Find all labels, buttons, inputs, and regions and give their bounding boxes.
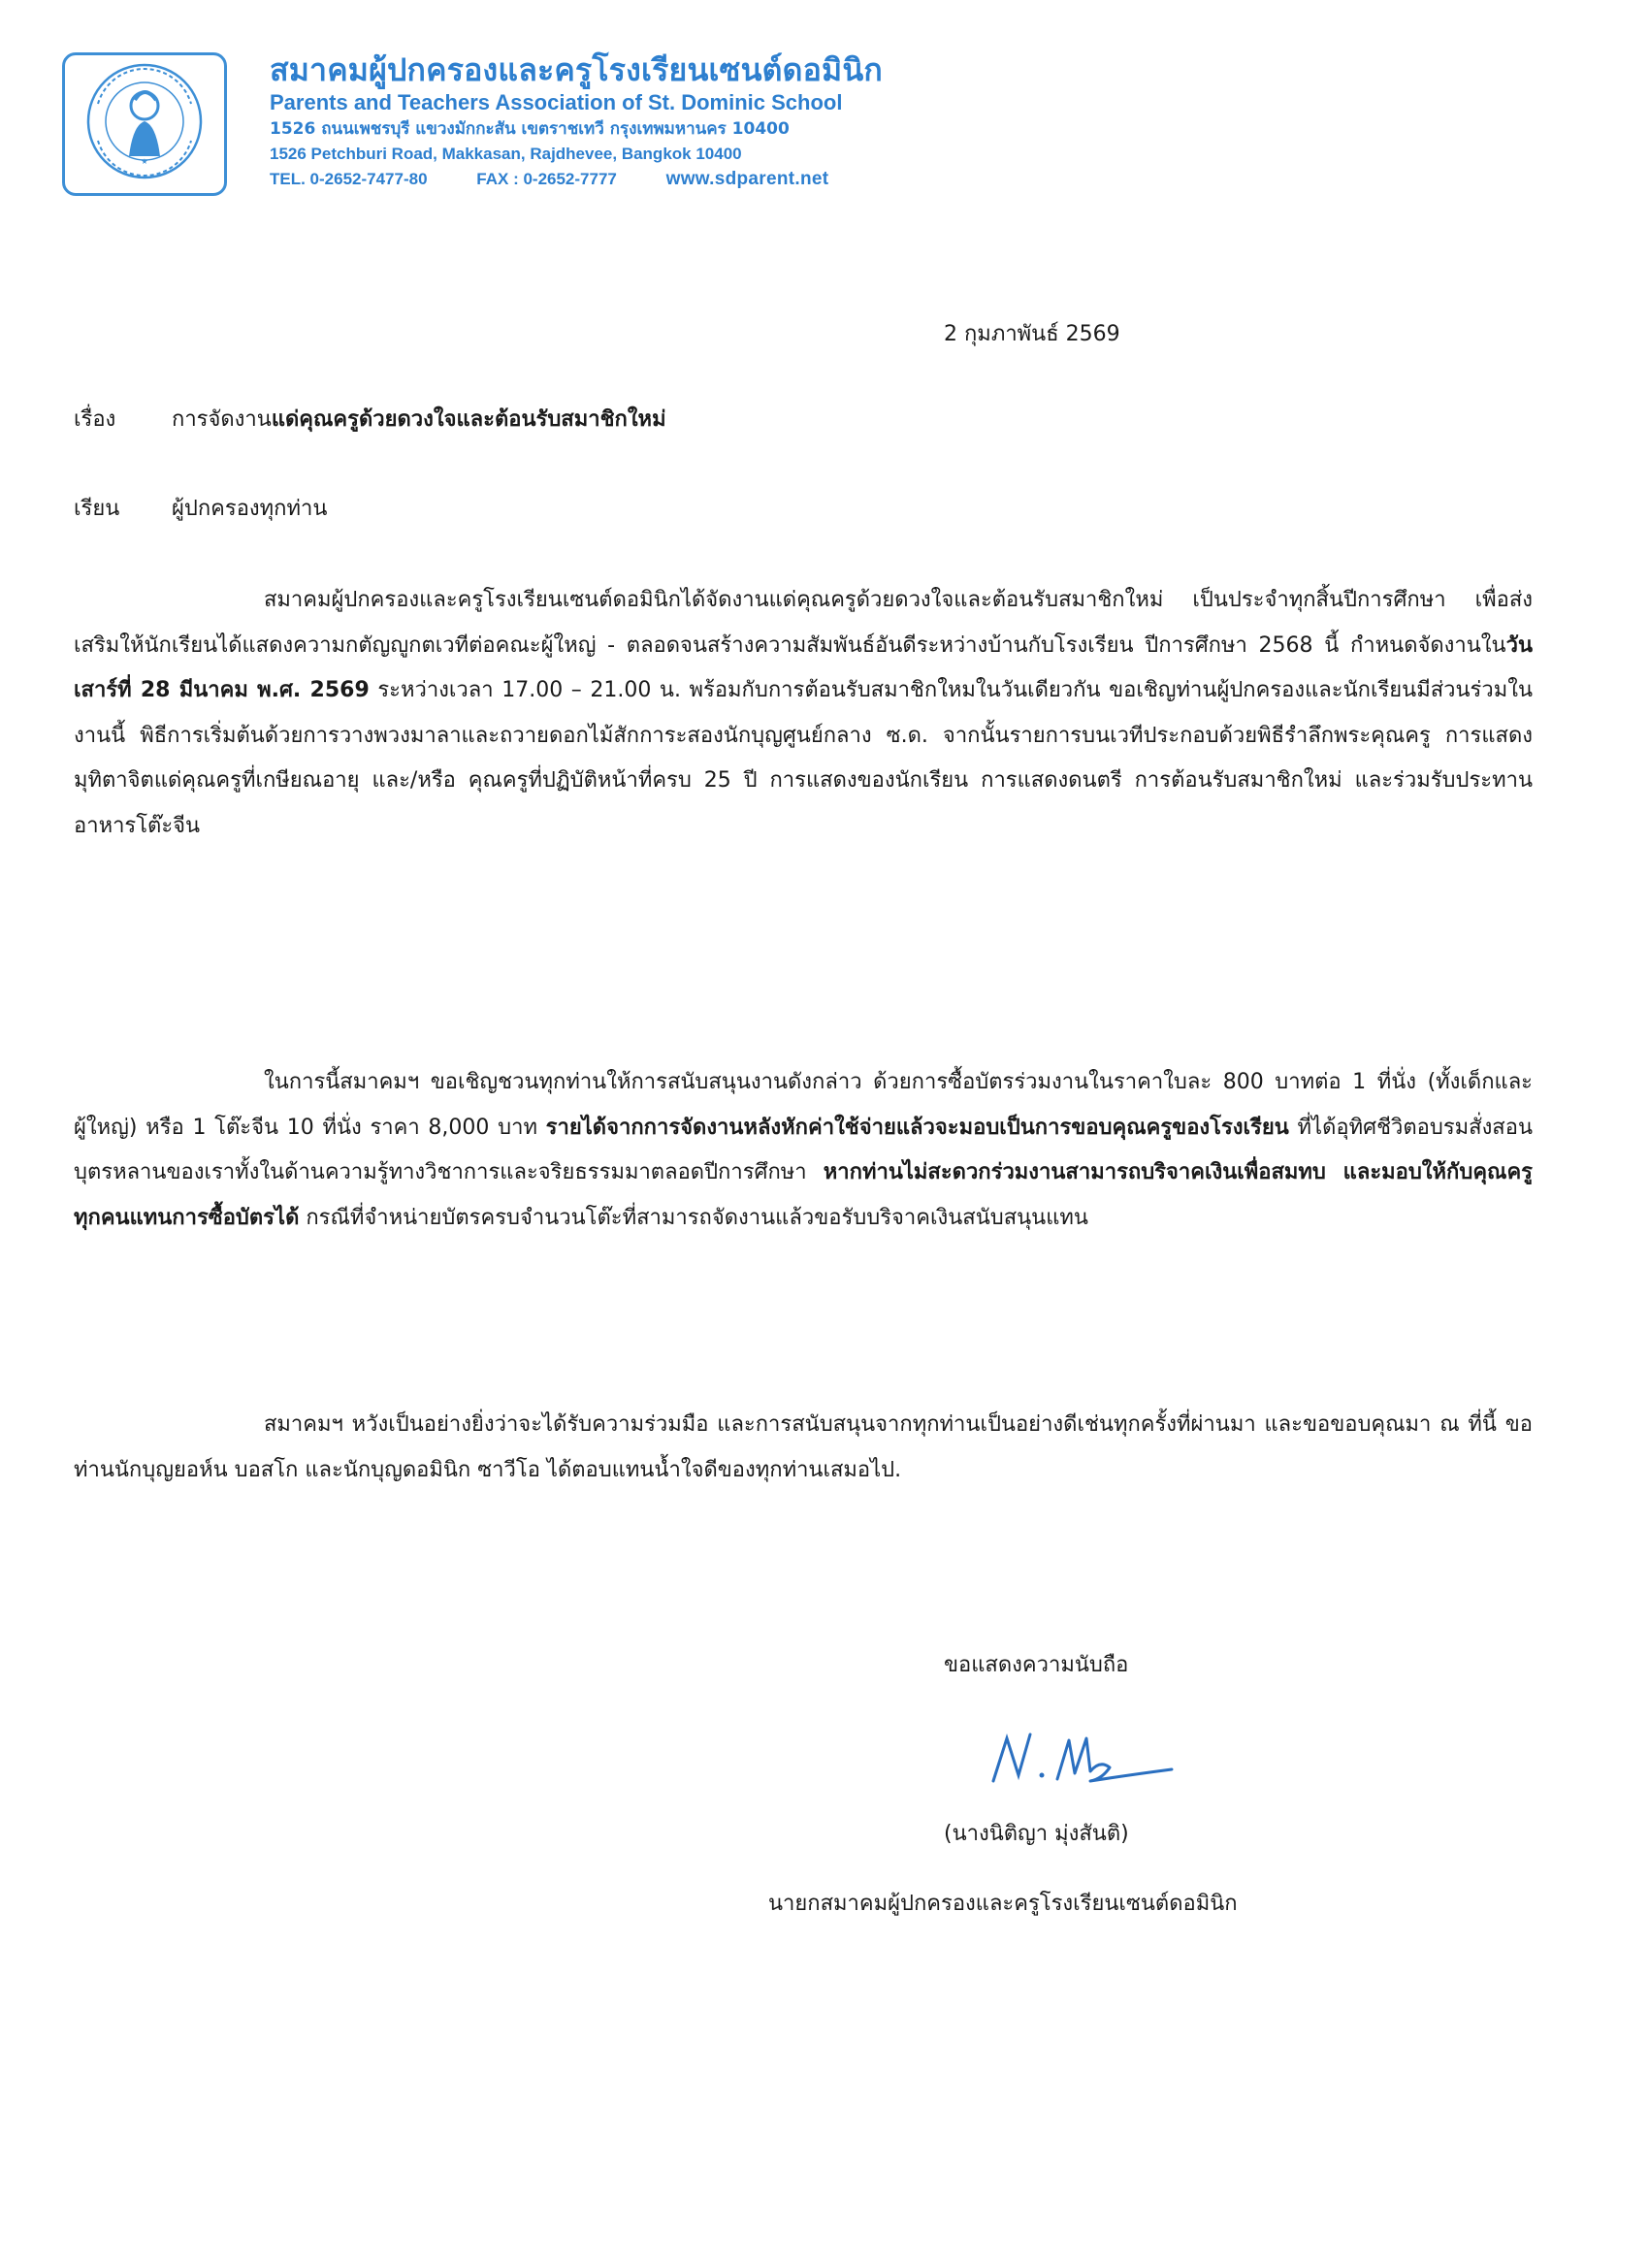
p2-text-b: รายได้จากการจัดงานหลังหักค่าใช้จ่ายแล้วจะมอบเป็นการขอบคุณครูของโรงเรียน [545, 1115, 1289, 1140]
address-en: 1526 Petchburi Road, Makkasan, Rajdhevee, Bangkok 10400 [270, 145, 742, 163]
recipient: ผู้ปกครองทุกท่าน [172, 497, 328, 521]
p1-event-date: วันเสาร์ที่ 28 มีนาคม พ.ศ. 2569 [74, 632, 1533, 703]
association-logo [62, 52, 227, 196]
subject-prefix: การจัดงาน [172, 407, 272, 432]
p2-text-c: ที่ได้อุทิศชีวิตอบรมสั่งสอนบุตรหลานของเราทั้งในด้านความรู้ทางวิชาการและจริยธรรมมาตลอดปีการศึกษา [74, 1115, 1533, 1185]
signature [982, 1725, 1176, 1797]
signatory-title: นายกสมาคมผู้ปกครองและครูโรงเรียนเซนต์ดอมินิก [768, 1892, 1238, 1916]
subject-label: เรื่อง [74, 407, 116, 432]
subject-line [172, 402, 666, 436]
association-name-th: สมาคมผู้ปกครองและครูโรงเรียนเซนต์ดอมินิก [270, 51, 883, 88]
p1-text-c: ระหว่างเวลา 17.00 – 21.00 น. พร้อมกับการต้อนรับสมาชิกใหมในวันเดียวกัน ขอเชิญท่านผู้ปกครองและนักเรียนมีส่วนร่วมในงานนี้ พิธีการเริ่มต้นด้วยการวางพวงมาลาและถวายดอกไม้สักการะสองนักบุญศูนย์กลาง ซ.ด. จากนั้นรายการบนเวทีประกอบด้วยพิธีรำลึกพระคุณครู การแสดงมุทิตาจิตแด่คุณครูที่เกษียณอายุ และ/หรือ คุณครูที่ปฏิบัติหน้าที่ครบ 25 ปี การแสดงของนักเรียน การแสดงดนตรี การต้อนรับสมาชิกใหม่ และร่วมรับประทานอาหารโต๊ะจีน [74, 678, 1533, 838]
p1-text-a: สมาคมผู้ปกครองและครูโรงเรียนเซนต์ดอมินิกได้จัดงานแด่คุณครูด้วยดวงใจและต้อนรับสมาชิกใหม่ เป็นประจำทุกสิ้นปีการศึกษา เพื่อส่งเสริมให้นักเรียนได้แสดงความกตัญญูกตเวทีต่อคณะผู้ใหญ่ - ตลอดจนสร้างความสัมพันธ์อันดีระหว่างบ้านกับโรงเรียน ปีการศึกษา 2568 นี้ กำหนดจัดงานใน [74, 588, 1533, 658]
p2-text-a: ในการนี้สมาคมฯ ขอเชิญชวนทุกท่านให้การสนับสนุนงานดังกล่าว ด้วยการซื้อบัตรร่วมงานในราคาใบละ 800 บาทต่อ 1 ที่นั่ง (ทั้งเด็กและผู้ใหญ่) หรือ 1 โต๊ะจีน 10 ที่นั่ง ราคา 8,000 บาท [74, 1070, 1533, 1140]
p2-text-e: กรณีที่จำหน่ายบัตรครบจำนวนโต๊ะที่สามารถจัดงานแล้วขอรับบริจาคเงินสนับสนุนแทน [299, 1205, 1088, 1230]
closing: ขอแสดงความนับถือ [944, 1653, 1129, 1677]
paragraph-2 [74, 1060, 1533, 1241]
recipient-label: เรียน [74, 497, 120, 521]
letter-date: 2 กุมภาพันธ์ 2569 [944, 322, 1120, 346]
contact-row [270, 167, 1143, 192]
association-name-en: Parents and Teachers Association of St. Dominic School [270, 90, 843, 114]
subject-bold: แด่คุณครูด้วยดวงใจและต้อนรับสมาชิกใหม่ [271, 407, 666, 432]
website-link[interactable]: www.sdparent.net [665, 169, 829, 189]
signatory-name: (นางนิติญา มุ่งสันติ) [944, 1822, 1129, 1846]
p2-text-d: หากท่านไม่สะดวกร่วมงานสามารถบริจาคเงินเพื่อสมทบ และมอบให้กับคุณครูทุกคนแทนการซื้อบัตรได้ [74, 1160, 1533, 1230]
address-th: 1526 ถนนเพชรบุรี แขวงมักกะสัน เขตราชเทวี กรุงเทพมหานคร 10400 [270, 119, 790, 139]
paragraph-1 [74, 578, 1533, 850]
fax: FAX : 0-2652-7777 [476, 170, 617, 188]
telephone: TEL. 0-2652-7477-80 [270, 170, 428, 188]
p3-text: สมาคมฯ หวังเป็นอย่างยิ่งว่าจะได้รับความร่วมมือ และการสนับสนุนจากทุกท่านเป็นอย่างดีเช่นทุกครั้งที่ผ่านมา และขอขอบคุณมา ณ ที่นี้ ขอท่านนักบุญยอห์น บอสโก และนักบุญดอมินิก ซาวีโอ ได้ตอบแทนน้ำใจดีของทุกท่านเสมอไป. [74, 1412, 1533, 1482]
letterhead [270, 50, 1143, 192]
paragraph-3 [74, 1403, 1533, 1493]
svg-text:★: ★ [141, 157, 148, 166]
